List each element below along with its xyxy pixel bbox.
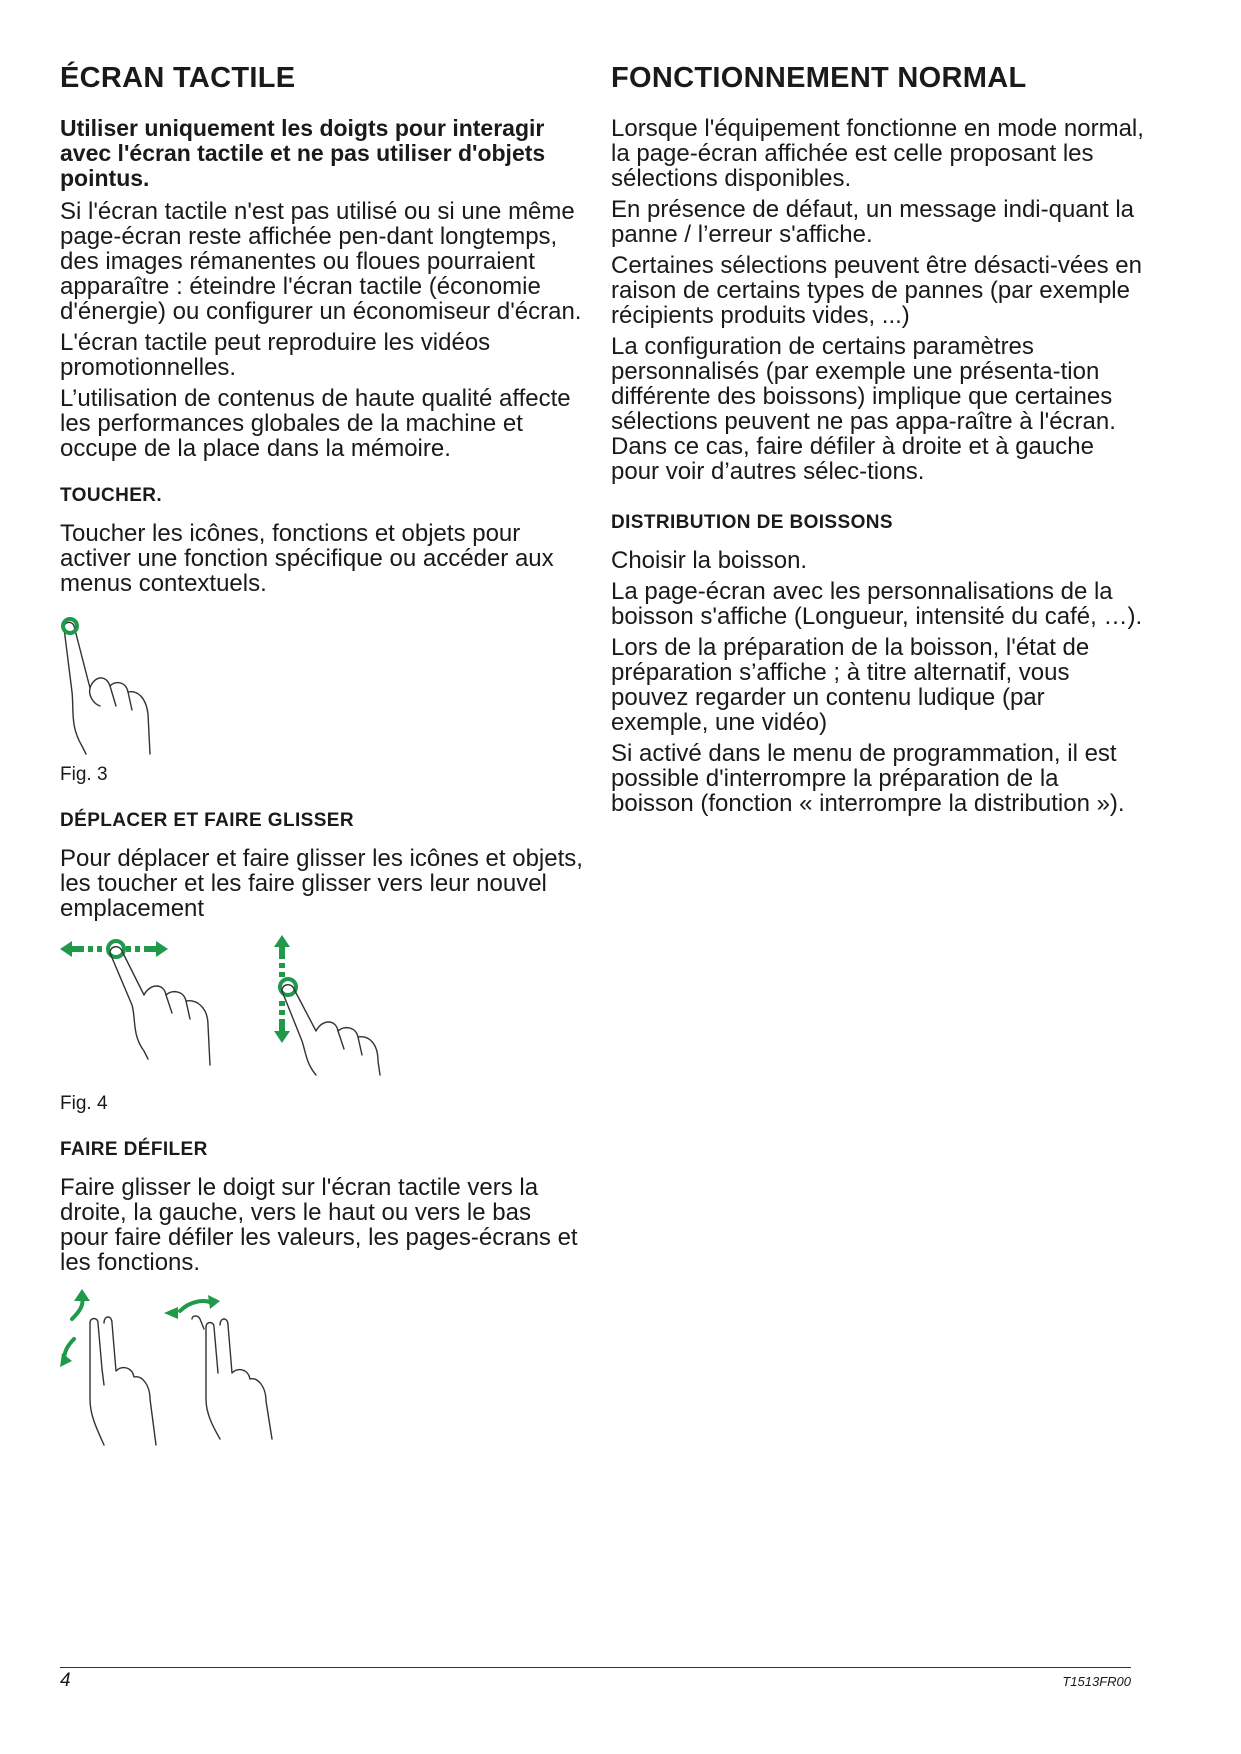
warning-lead: Utiliser uniquement les doigts pour interagir avec l'écran tactile et ne pas utiliser d'objets pointus. <box>60 115 546 191</box>
paragraph: Certaines sélections peuvent être désacti-vées en raison de certains types de pannes (par exemple récipients produits vides, ...) <box>611 252 1142 329</box>
paragraph: La configuration de certains paramètres personnalisés (par exemple une présenta-tion différente des boissons) implique que certaines sélections peuvent ne pas appa-raître à l'écran. Dans ce cas, faire défiler à droite et à gauche pour voir d’autres sélec-tions. <box>611 333 1116 485</box>
subheading-scroll: FAIRE DÉFILER <box>60 1139 208 1160</box>
right-column <box>611 60 1146 822</box>
paragraph: Pour déplacer et faire glisser les icônes et objets, les toucher et les faire glisser vers leur nouvel emplacement <box>60 845 583 922</box>
subheading-touch: TOUCHER. <box>60 485 163 506</box>
paragraph: Choisir la boisson. <box>611 547 808 574</box>
figure-caption: Fig. 3 <box>60 764 108 785</box>
subheading-dispense: DISTRIBUTION DE BOISSONS <box>611 512 893 533</box>
page-number: 4 <box>60 1670 71 1691</box>
drag-gesture-icon <box>60 935 400 1085</box>
paragraph: Si l'écran tactile n'est pas utilisé ou si une même page-écran reste affichée pen-dant longtemps, des images rémanentes ou floues pourraient apparaître : éteindre l'écran tactile (économie d'énergie) ou configurer un économiseur d'écran. <box>60 198 582 325</box>
touch-gesture-icon <box>60 614 170 764</box>
paragraph: Si activé dans le menu de programmation, il est possible d'interrompre la préparation de la boisson (fonction « interrompre la distribution »). <box>611 740 1125 817</box>
paragraph: L'écran tactile peut reproduire les vidéos promotionnelles. <box>60 329 491 381</box>
figure-touch <box>60 614 585 786</box>
document-code: T1513FR00 <box>1062 1674 1131 1689</box>
paragraph: Faire glisser le doigt sur l'écran tactile vers la droite, la gauche, vers le haut ou vers le bas pour faire défiler les valeurs, les pages-écrans et les fonctions. <box>60 1174 578 1276</box>
paragraph: La page-écran avec les personnalisations de la boisson s'affiche (Longueur, intensité du café, …). <box>611 578 1143 630</box>
paragraph: Lors de la préparation de la boisson, l'état de préparation s’affiche ; à titre alternatif, vous pouvez regarder un contenu ludique (par exemple, une vidéo) <box>611 634 1090 736</box>
paragraph: En présence de défaut, un message indi-quant la panne / l’erreur s'affiche. <box>611 196 1135 248</box>
footer-divider <box>60 1667 1131 1668</box>
figure-drag <box>60 935 585 1115</box>
section-title-normal-operation: FONCTIONNEMENT NORMAL <box>611 62 1027 94</box>
figure-caption: Fig. 4 <box>60 1093 108 1114</box>
subheading-drag: DÉPLACER ET FAIRE GLISSER <box>60 810 354 831</box>
figure-scroll <box>60 1289 585 1449</box>
section-title-touchscreen: ÉCRAN TACTILE <box>60 62 296 94</box>
paragraph: Toucher les icônes, fonctions et objets pour activer une fonction spécifique ou accéder aux menus contextuels. <box>60 520 554 597</box>
paragraph: Lorsque l'équipement fonctionne en mode normal, la page-écran affichée est celle proposant les sélections disponibles. <box>611 115 1144 192</box>
left-column <box>60 60 585 1449</box>
scroll-gesture-icon <box>60 1289 280 1449</box>
paragraph: L’utilisation de contenus de haute qualité affecte les performances globales de la machine et occupe de la place dans la mémoire. <box>60 385 571 462</box>
